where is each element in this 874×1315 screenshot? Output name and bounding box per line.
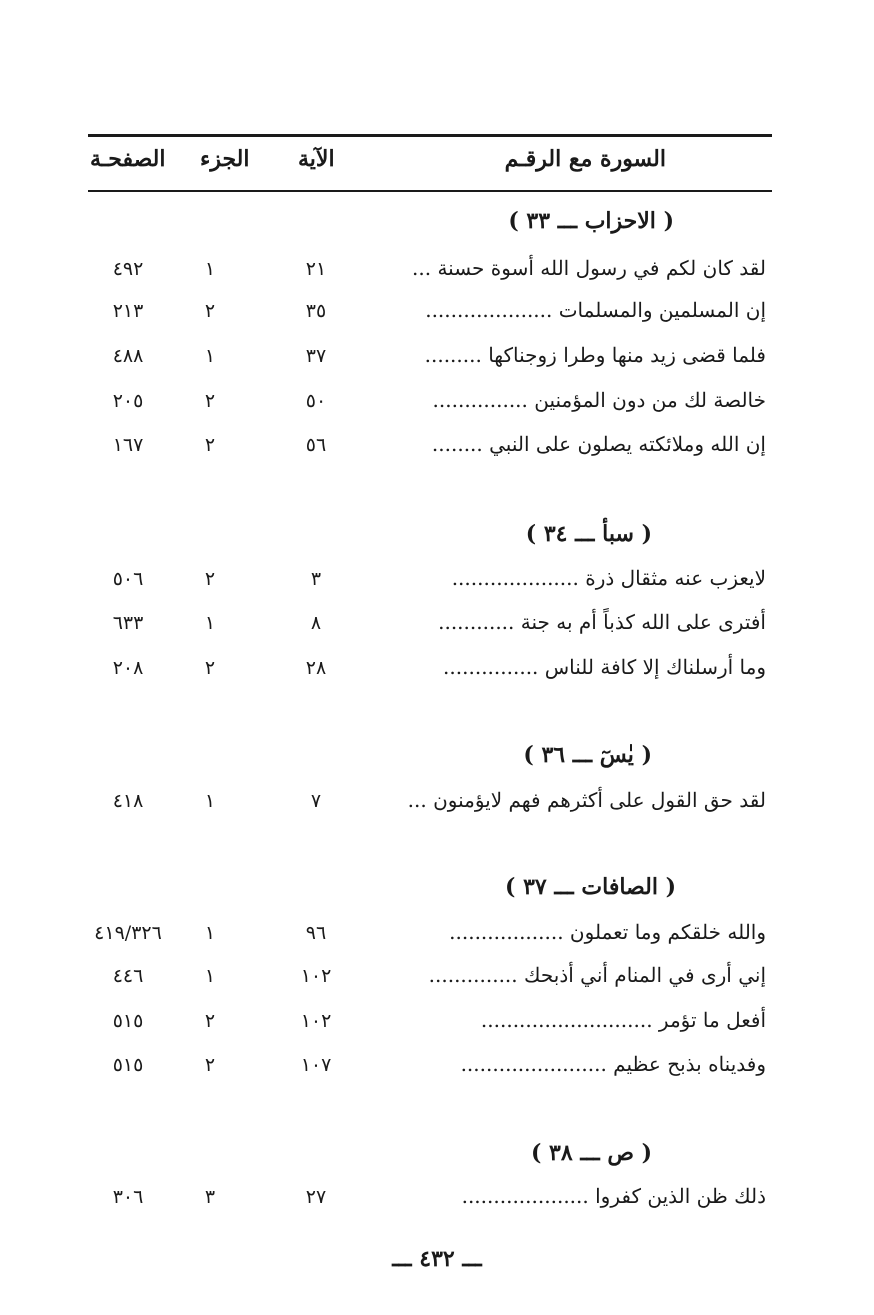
- column-header-ayah: الآية: [298, 146, 335, 172]
- index-row-page: ٥١٥: [112, 1010, 144, 1032]
- section-title-sad: ( ص ـــ ٣٨ ): [530, 1140, 652, 1166]
- index-row-text: أفترى على الله كذباً أم به جنة ............: [438, 610, 766, 634]
- section-title-yasin: ( يٰسٓ ـــ ٣٦ ): [523, 742, 652, 768]
- index-row-text: وفديناه بذبح عظيم .......................: [460, 1052, 766, 1076]
- index-row-page: ٣٠٦: [112, 1186, 144, 1208]
- index-row-juz: ٢: [204, 434, 216, 456]
- index-row-juz: ٢: [204, 300, 216, 322]
- index-row-juz: ١: [204, 790, 216, 812]
- index-row-page: ٤٤٦: [112, 965, 144, 987]
- index-row-ayah: ٨: [310, 612, 322, 634]
- index-row-page: ٤٨٨: [112, 345, 144, 367]
- index-row-juz: ٢: [204, 657, 216, 679]
- index-row-juz: ١: [204, 922, 216, 944]
- index-row-juz: ٢: [204, 1054, 216, 1076]
- index-row-text: إني أرى في المنام أني أذبحك ..............: [428, 963, 766, 987]
- index-row-text: خالصة لك من دون المؤمنين ...............: [432, 388, 766, 412]
- index-row-ayah: ١٠٢: [300, 965, 332, 987]
- index-row-text: لقد كان لكم في رسول الله أسوة حسنة ...: [412, 256, 766, 280]
- index-row-text: إن المسلمين والمسلمات ....................: [425, 298, 766, 322]
- index-row-juz: ٢: [204, 568, 216, 590]
- index-row-ayah: ٥٠: [305, 390, 327, 412]
- index-row-juz: ٣: [204, 1186, 216, 1208]
- index-row-page: ٢١٣: [112, 300, 144, 322]
- index-row-ayah: ٣٥: [305, 300, 327, 322]
- index-row-text: وما أرسلناك إلا كافة للناس ...............: [443, 655, 766, 679]
- header-bottom-rule: [88, 190, 772, 192]
- index-row-juz: ٢: [204, 1010, 216, 1032]
- column-header-juz: الجزء: [200, 146, 250, 172]
- index-row-text: فلما قضى زيد منها وطرا زوجناكها .........: [424, 343, 766, 367]
- index-row-juz: ١: [204, 965, 216, 987]
- index-row-ayah: ٣: [310, 568, 322, 590]
- section-title-saffat: ( الصافات ـــ ٣٧ ): [505, 874, 676, 900]
- index-row-juz: ١: [204, 612, 216, 634]
- index-row-ayah: ٢٨: [305, 657, 327, 679]
- index-row-text: إن الله وملائكته يصلون على النبي ........: [431, 432, 766, 456]
- page-number: ـــ ٤٣٢ ـــ: [392, 1246, 482, 1272]
- section-title-saba: ( سبأ ـــ ٣٤ ): [525, 521, 652, 547]
- index-row-page: ١٦٧: [112, 434, 144, 456]
- index-row-ayah: ٢٧: [305, 1186, 327, 1208]
- index-row-page: ٢٠٥: [112, 390, 144, 412]
- index-row-text: لقد حق القول على أكثرهم فهم لايؤمنون ...: [407, 788, 766, 812]
- index-row-page: ٤١٨: [112, 790, 144, 812]
- index-row-juz: ١: [204, 345, 216, 367]
- index-row-ayah: ٩٦: [305, 922, 327, 944]
- index-row-ayah: ٢١: [305, 258, 327, 280]
- index-row-ayah: ٧: [310, 790, 322, 812]
- index-row-ayah: ١٠٢: [300, 1010, 332, 1032]
- index-row-page: ٦٣٣: [112, 612, 144, 634]
- index-row-ayah: ١٠٧: [300, 1054, 332, 1076]
- column-header-page: الصفحـة: [90, 146, 166, 172]
- index-row-page: ٤١٩/٣٢٦: [94, 922, 162, 944]
- column-header-surah: السورة مع الرقـم: [504, 146, 666, 172]
- index-row-page: ٤٩٢: [112, 258, 144, 280]
- index-row-ayah: ٥٦: [305, 434, 327, 456]
- index-row-page: ٥١٥: [112, 1054, 144, 1076]
- index-row-page: ٢٠٨: [112, 657, 144, 679]
- index-row-juz: ١: [204, 258, 216, 280]
- header-top-rule: [88, 134, 772, 137]
- index-row-ayah: ٣٧: [305, 345, 327, 367]
- index-row-text: لايعزب عنه مثقال ذرة ....................: [451, 566, 766, 590]
- index-row-juz: ٢: [204, 390, 216, 412]
- section-title-ahzab: ( الاحزاب ـــ ٣٣ ): [508, 208, 674, 234]
- index-row-page: ٥٠٦: [112, 568, 144, 590]
- index-row-text: أفعل ما تؤمر ...........................: [480, 1008, 766, 1032]
- index-row-text: والله خلقكم وما تعملون ..................: [449, 920, 766, 944]
- index-row-text: ذلك ظن الذين كفروا ....................: [461, 1184, 766, 1208]
